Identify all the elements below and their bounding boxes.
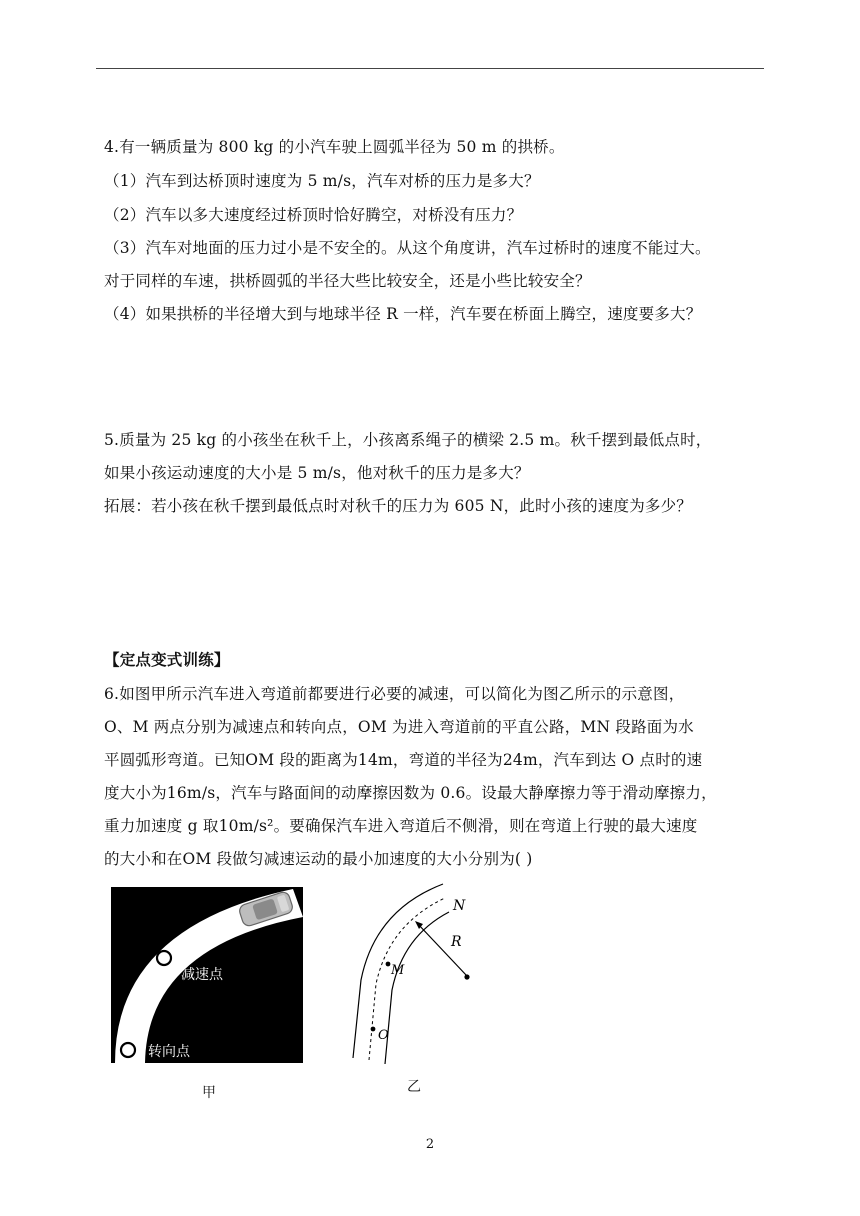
q4-part3b: 对于同样的车速，拱桥圆弧的半径大些比较安全，还是小些比较安全？ bbox=[104, 272, 591, 290]
caption-yi: 乙 bbox=[407, 1079, 421, 1095]
q4-stem: 4.有一辆质量为 800 kg 的小汽车驶上圆弧半径为 50 m 的拱桥。 bbox=[104, 138, 565, 156]
q4-part1: （1）汽车到达桥顶时速度为 5 m/s，汽车对桥的压力是多大？ bbox=[104, 172, 540, 190]
label-O: O bbox=[378, 1028, 389, 1043]
header-rule bbox=[96, 68, 764, 69]
label-R: R bbox=[451, 934, 462, 950]
point-M bbox=[386, 962, 391, 967]
turning-point-marker bbox=[121, 1043, 135, 1057]
q4-part4: （4）如果拱桥的半径增大到与地球半径 R 一样，汽车要在桥面上腾空，速度要多大？ bbox=[104, 305, 702, 323]
q4-part3a: （3）汽车对地面的压力过小是不安全的。从这个角度讲，汽车过桥时的速度不能过大。 bbox=[104, 239, 711, 257]
q5-line2: 如果小孩运动速度的大小是 5 m/s，他对秋千的压力是多大？ bbox=[104, 464, 530, 482]
q5-line1: 5.质量为 25 kg 的小孩坐在秋千上，小孩离系绳子的横梁 2.5 m。秋千摆到最低点时， bbox=[104, 431, 712, 449]
label-N: N bbox=[453, 898, 466, 914]
q6-line3: 平圆弧形弯道。已知OM 段的距离为14m，弯道的半径为24m，汽车到达 O 点时的速 bbox=[104, 751, 703, 769]
q6-line6: 的大小和在OM 段做匀减速运动的最小加速度的大小分别为( ) bbox=[104, 850, 533, 868]
q6-line1: 6.如图甲所示汽车进入弯道前都要进行必要的减速，可以简化为图乙所示的示意图， bbox=[104, 685, 685, 703]
figure-yi bbox=[345, 880, 485, 1070]
center-point bbox=[464, 974, 469, 979]
section-heading: 【定点变式训练】 bbox=[104, 651, 230, 669]
label-turning-point: 转向点 bbox=[148, 1044, 190, 1060]
point-O bbox=[371, 1027, 376, 1032]
q6-line5: 重力加速度 g 取10m/s²。要确保汽车进入弯道后不侧滑，则在弯道上行驶的最大速度 bbox=[104, 817, 698, 835]
q6-line4: 度大小为16m/s，汽车与路面间的动摩擦因数为 0.6。设最大静摩擦力等于滑动摩擦力， bbox=[104, 784, 717, 802]
figure-jia bbox=[111, 887, 303, 1063]
label-M: M bbox=[391, 963, 405, 978]
caption-jia: 甲 bbox=[202, 1085, 216, 1101]
q5-line3: 拓展：若小孩在秋千摆到最低点时对秋千的压力为 605 N，此时小孩的速度为多少？ bbox=[104, 497, 693, 515]
page-number: 2 bbox=[425, 1137, 435, 1152]
road-inner-edge bbox=[385, 912, 449, 1064]
q4-part2: （2）汽车以多大速度经过桥顶时恰好腾空，对桥没有压力？ bbox=[104, 206, 523, 224]
deceleration-point-marker bbox=[157, 951, 171, 965]
label-deceleration-point: 减速点 bbox=[181, 967, 223, 983]
q6-line2: O、M 两点分别为减速点和转向点，OM 为进入弯道前的平直公路，MN 段路面为水 bbox=[104, 718, 694, 736]
